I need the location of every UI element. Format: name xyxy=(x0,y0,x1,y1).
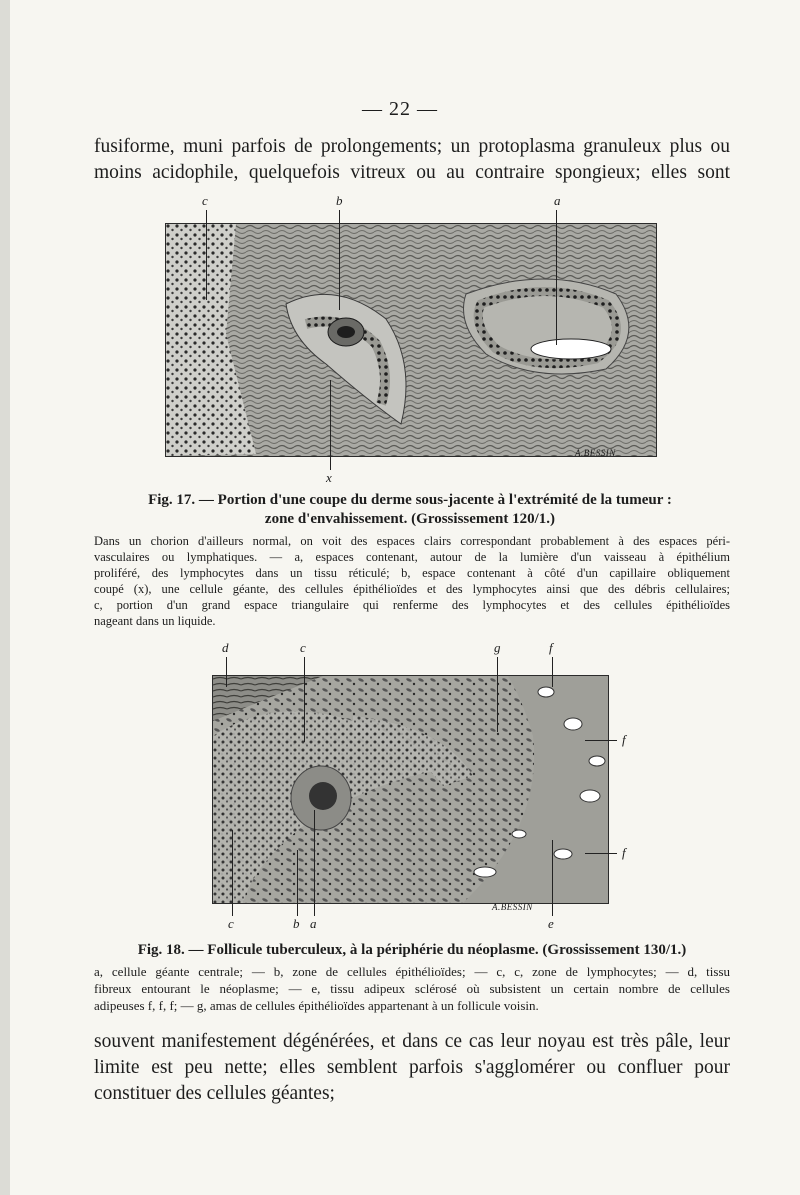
title-line: Fig. 17. — Portion d'une coupe du derme sous-jacente à l'extrémité de la tumeur : xyxy=(148,492,672,508)
leader-line xyxy=(339,210,340,310)
caption-line: c, portion d'un grand espace triangulaire qui renferme des lymphocytes et des cellules épithélioïdes xyxy=(94,598,730,612)
figure-18-label-f-right-upper: f xyxy=(622,732,626,747)
leader-line xyxy=(314,810,315,916)
figure-18-label-c-top: c xyxy=(300,640,306,655)
leader-line xyxy=(552,840,553,916)
figure-18-micrograph xyxy=(213,676,608,903)
caption-line: proliféré, des lymphocytes dans un tissu réticulé; b, espace contenant à côté d'un capillaire obliquement xyxy=(94,566,730,580)
leader-line xyxy=(226,657,227,687)
leader-line xyxy=(330,380,331,470)
leader-line xyxy=(556,210,557,345)
caption-line: fibreux entourant le néoplasme; — e, tissu adipeux sclérosé où subsistent un certain nombre de cellules xyxy=(94,981,730,996)
figure-17-plate xyxy=(165,223,657,457)
figure-18-label-c-bottom: c xyxy=(228,916,234,931)
leader-line xyxy=(552,657,553,687)
figure-18-plate xyxy=(212,675,609,904)
figure-18-label-f-right-lower: f xyxy=(622,845,626,860)
figure-17-micrograph xyxy=(166,224,656,456)
text-line: fusiforme, muni parfois de prolongements; un protoplasma granuleux plus ou xyxy=(94,136,730,157)
caption-line: coupé (x), une cellule géante, des cellules épithélioïdes et des lymphocytes ainsi que des débris cellulaires; xyxy=(94,582,730,596)
figure-18-caption xyxy=(94,963,730,1014)
figure-17-label-a: a xyxy=(554,193,561,208)
leader-line xyxy=(585,853,617,854)
figure-18-label-a: a xyxy=(310,916,317,931)
leader-line xyxy=(232,830,233,916)
figure-18-label-e: e xyxy=(548,916,554,931)
figure-18-label-d: d xyxy=(222,640,229,655)
figure-18-title xyxy=(94,941,730,960)
figure-17-label-c: c xyxy=(202,193,208,208)
title-line: Fig. 18. — Follicule tuberculeux, à la périphérie du néoplasme. (Grossissement 130/1.) xyxy=(137,942,687,958)
caption-line: vasculaires ou lymphatiques. — a, espaces contenant, autour de la lumière d'un vaisseau à épithélium xyxy=(94,550,730,564)
leader-line xyxy=(497,657,498,732)
figure-18-label-g: g xyxy=(494,640,501,655)
figure-17-title xyxy=(100,491,720,529)
intro-paragraph xyxy=(94,134,730,186)
leader-line xyxy=(297,850,298,916)
caption-line: adipeuses f, f, f; — g, amas de cellules épithélioïdes appartenant à un follicule voisin. xyxy=(94,998,539,1013)
title-line: zone d'envahissement. (Grossissement 120/1.) xyxy=(264,511,556,527)
figure-18-label-f-top: f xyxy=(549,640,553,655)
closing-paragraph xyxy=(94,1029,730,1107)
caption-line: Dans un chorion d'ailleurs normal, on voit des espaces clairs correspondant probablement à des espaces péri- xyxy=(94,534,730,548)
figure-17-caption xyxy=(94,533,730,629)
leader-line xyxy=(304,657,305,742)
figure-17-label-x: x xyxy=(326,470,332,485)
caption-line: nageant dans un liquide. xyxy=(94,614,216,628)
text-line: constituer des cellules géantes; xyxy=(94,1083,335,1104)
text-line: souvent manifestement dégénérées, et dans ce cas leur noyau est très pâle, leur xyxy=(94,1031,730,1052)
leader-line xyxy=(585,740,617,741)
figure-18-label-b: b xyxy=(293,916,300,931)
page-edge xyxy=(0,0,10,1195)
leader-line xyxy=(206,210,207,300)
figure-17-signature: A.BESSIN xyxy=(575,448,616,458)
text-line: moins acidophile, quelquefois vitreux ou au contraire spongieux; elles sont xyxy=(94,162,730,183)
text-line: limite est peu nette; elles semblent parfois s'agglomérer ou confluer pour xyxy=(94,1057,730,1078)
figure-17-label-b: b xyxy=(336,193,343,208)
page-number: — 22 — xyxy=(362,98,438,120)
figure-18-signature: A.BESSIN xyxy=(492,902,533,912)
caption-line: a, cellule géante centrale; — b, zone de cellules épithélioïdes; — c, c, zone de lymphocytes; — d, tissu xyxy=(94,964,730,979)
